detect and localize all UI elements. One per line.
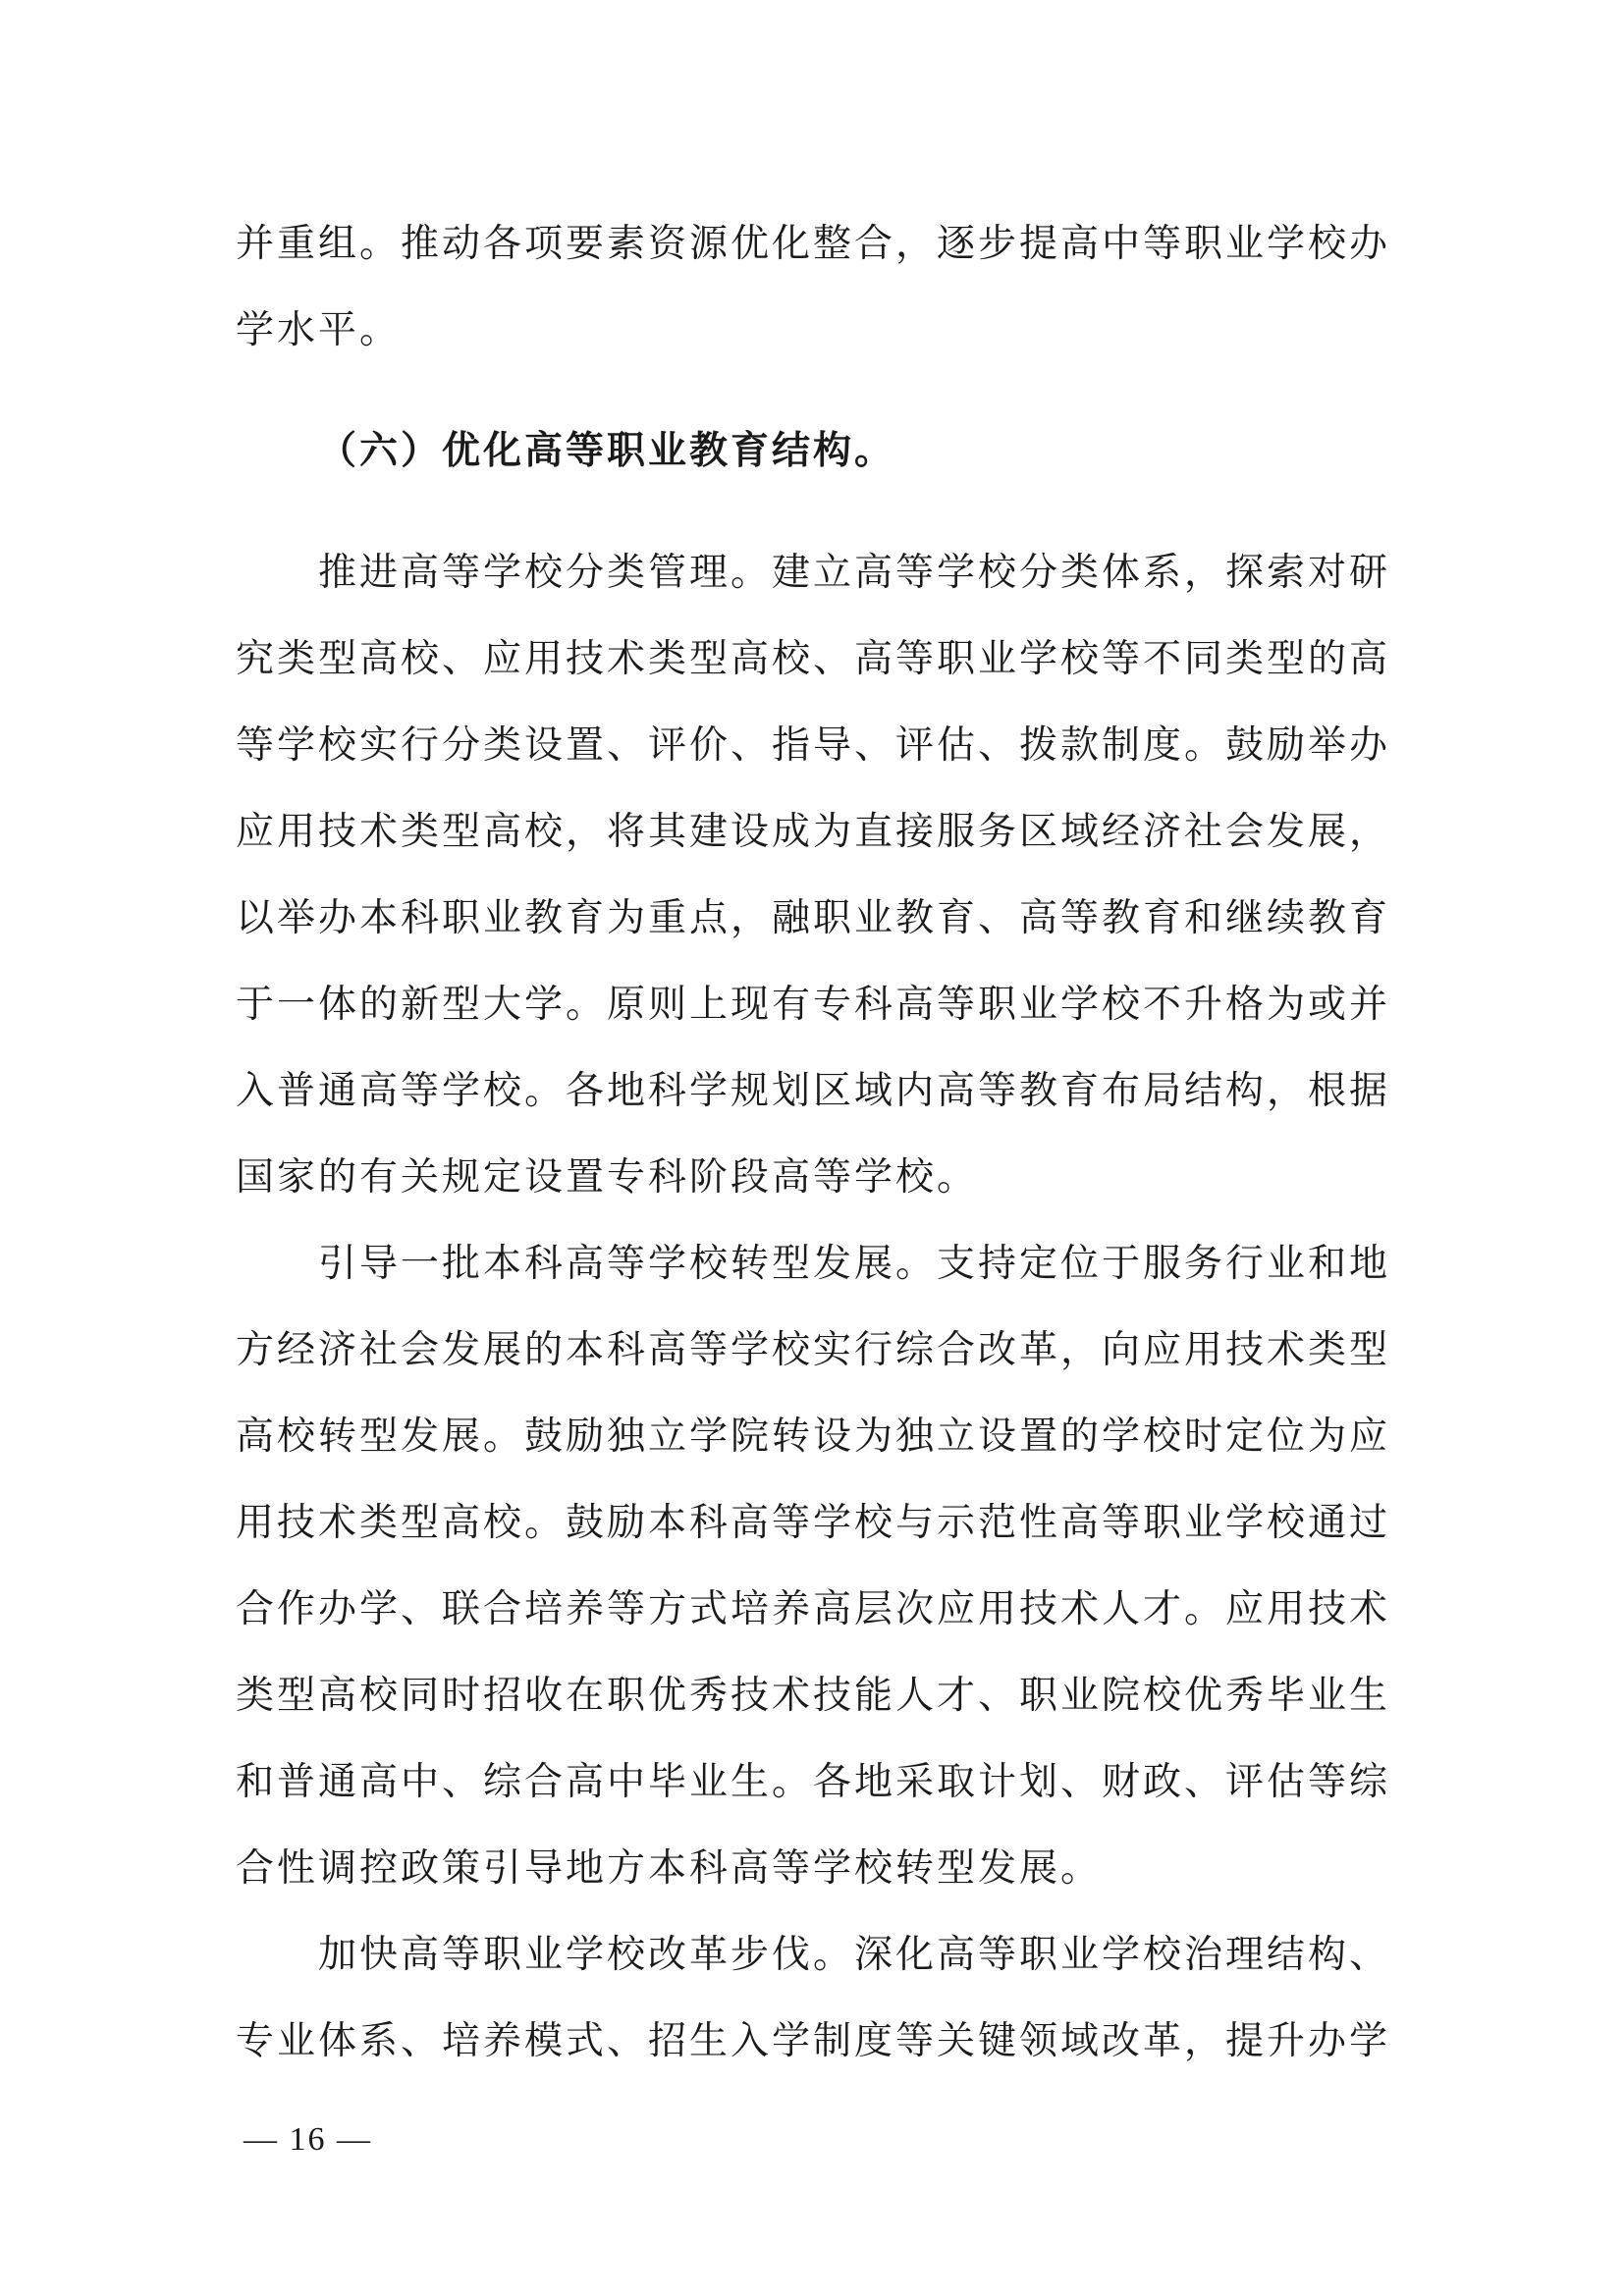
text-line: 合作办学、联合培养等方式培养高层次应用技术人才。应用技术: [236, 1587, 1391, 1631]
text-line: 推进高等学校分类管理。建立高等学校分类体系，探索对研: [318, 551, 1391, 595]
text-line: 究类型高校、应用技术类型高校、高等职业学校等不同类型的高: [236, 637, 1391, 681]
text-line: 加快高等职业学校改革步伐。深化高等职业学校治理结构、: [318, 1933, 1391, 1977]
text-line: 类型高校同时招收在职优秀技术技能人才、职业院校优秀毕业生: [236, 1674, 1391, 1718]
text-line: 专业体系、培养模式、招生入学制度等关键领域改革，提升办学: [236, 2019, 1391, 2063]
text-line: 方经济社会发展的本科高等学校实行综合改革，向应用技术类型: [236, 1328, 1391, 1372]
section-heading: （六）优化高等职业教育结构。: [318, 429, 896, 473]
text-line: 国家的有关规定设置专科阶段高等学校。: [236, 1155, 979, 1200]
text-line: 入普通高等学校。各地科学规划区域内高等教育布局结构，根据: [236, 1069, 1391, 1113]
page-number: — 16 —: [244, 2121, 372, 2158]
text-line: 并重组。推动各项要素资源优化整合，逐步提高中等职业学校办: [236, 222, 1391, 266]
intro-paragraph: [236, 201, 1389, 374]
text-line: 引导一批本科高等学校转型发展。支持定位于服务行业和地: [318, 1242, 1391, 1286]
text-line: 学水平。: [236, 308, 402, 352]
paragraph-classification: [236, 530, 1389, 1221]
text-line: 用技术类型高校。鼓励本科高等学校与示范性高等职业学校通过: [236, 1501, 1391, 1545]
paragraph-reform: [236, 1912, 1389, 2085]
text-line: 于一体的新型大学。原则上现有专科高等职业学校不升格为或并: [236, 983, 1391, 1027]
text-line: 应用技术类型高校，将其建设成为直接服务区域经济社会发展，: [236, 810, 1391, 854]
text-line: 合性调控政策引导地方本科高等学校转型发展。: [236, 1846, 1103, 1891]
paragraph-transformation: [236, 1221, 1389, 1912]
text-line: 高校转型发展。鼓励独立学院转设为独立设置的学校时定位为应: [236, 1415, 1391, 1459]
text-line: 等学校实行分类设置、评价、指导、评估、拨款制度。鼓励举办: [236, 723, 1391, 768]
text-line: 和普通高中、综合高中毕业生。各地采取计划、财政、评估等综: [236, 1760, 1391, 1804]
text-line: 以举办本科职业教育为重点，融职业教育、高等教育和继续教育: [236, 896, 1391, 940]
